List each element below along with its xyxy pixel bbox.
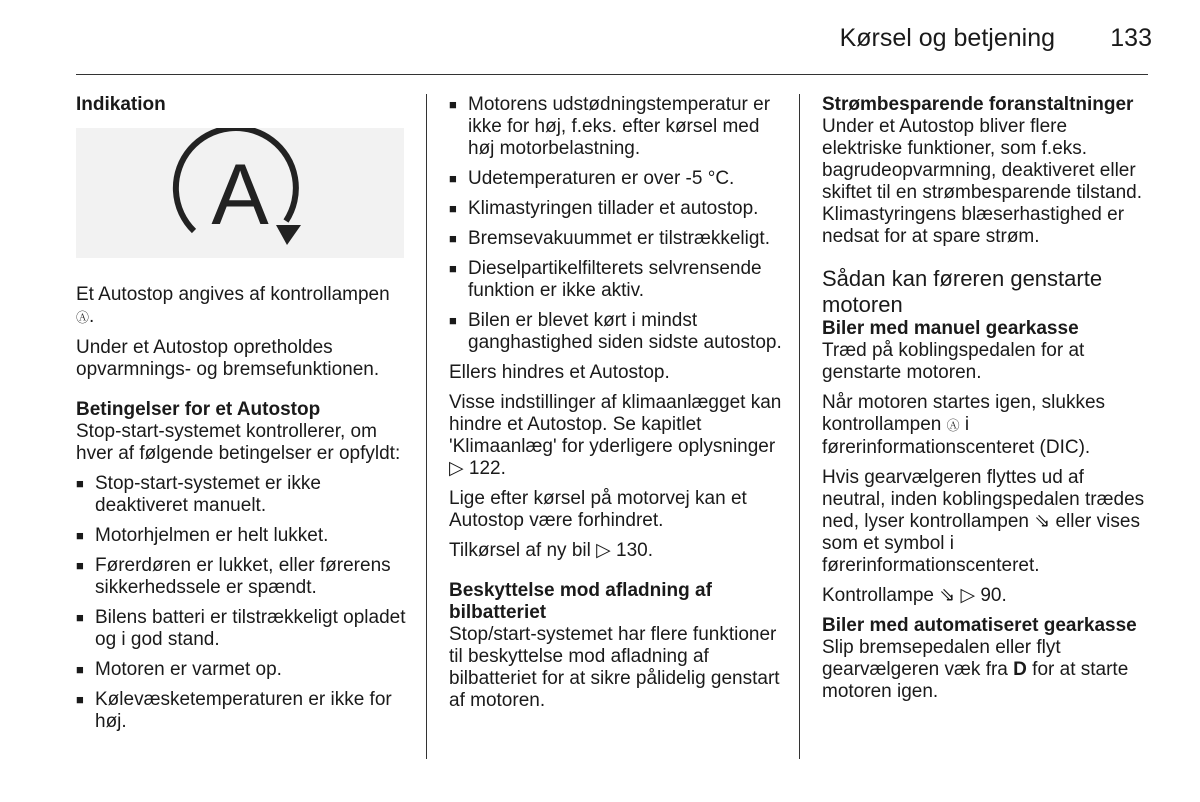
list-item: ■ Førerdøren er lukket, eller førerens sikkerhedssele er spændt. (76, 555, 412, 599)
page-number: 133 (1110, 24, 1152, 52)
control-lamp-reference: Kontrollampe ⇘ ▷ 90. (822, 585, 1007, 606)
autostop-illustration (76, 128, 404, 258)
conditions-intro: Stop-start-systemet kontrollerer, om hver af følgende betingelser er opfyldt: (76, 421, 401, 464)
column-divider-1 (426, 94, 427, 759)
list-item: ■ Dieselpartikelfilterets selvrensende funktion er ikke aktiv. (449, 258, 787, 302)
autostop-lamp-icon: Ⓐ (946, 418, 960, 433)
autostop-icon (76, 128, 404, 258)
shift-lamp-icon: ⇘ (939, 585, 956, 606)
page-reference-link[interactable]: ▷ 130. (596, 540, 653, 561)
page-header-title: Kørsel og betjening (839, 24, 1055, 52)
list-item: ■ Kølevæsketemperaturen er ikke for høj. (76, 689, 412, 733)
battery-protection-paragraph: Stop/start-systemet har flere funktioner til beskyttelse mod afladning af bilbatteriet for at sikre pålidelig genstart af motoren. (449, 624, 780, 711)
list-item: ■ Bilens batteri er tilstrækkeligt opladet og i god stand. (76, 607, 412, 651)
list-item: ■ Bremsevakuummet er tilstrækkeligt. (449, 228, 787, 250)
power-saving-heading: Strømbesparende foranstaltninger (822, 94, 1134, 115)
conditions-heading: Betingelser for et Autostop (76, 399, 321, 420)
page-reference-link[interactable]: ▷ 122. (449, 458, 506, 479)
shift-lamp-icon: ⇘ (1034, 511, 1051, 532)
motorway-paragraph: Lige efter kørsel på motorvej kan et Autostop være forhindret. (449, 488, 747, 531)
manual-restart-paragraph: Træd på koblingspedalen for at genstarte motoren. (822, 340, 1085, 383)
list-item: ■ Bilen er blevet kørt i mindst ganghastighed siden sidste autostop. (449, 310, 787, 354)
climate-paragraph: Visse indstillinger af klimaanlægget kan hindre et Autostop. Se kapitlet 'Klimaanlæg' for yderligere oplysninger ▷ 122. (449, 392, 782, 479)
autostop-heating-paragraph: Under et Autostop opretholdes opvarmnings- og bremsefunktionen. (76, 337, 380, 380)
conditions-list (76, 473, 412, 733)
list-item: ■ Motorhjelmen er helt lukket. (76, 525, 412, 547)
restart-heading: Sådan kan føreren genstarte motoren (822, 266, 1103, 317)
column-3 (822, 94, 1150, 711)
list-item: ■ Motoren er varmet op. (76, 659, 412, 681)
list-item: ■ Stop-start-systemet er ikke deaktiveret manuelt. (76, 473, 412, 517)
autostop-indication-paragraph: Et Autostop angives af kontrollampen Ⓐ. (76, 284, 390, 327)
break-in-paragraph: Tilkørsel af ny bil ▷ 130. (449, 540, 653, 561)
gear-lever-paragraph: Hvis gearvælgeren flyttes ud af neutral, inden koblingspedalen trædes ned, lyser kontrollampen ⇘ eller vises som et symbol i førerinformationscenteret. (822, 467, 1145, 576)
list-item: ■ Udetemperaturen er over -5 °C. (449, 168, 787, 190)
otherwise-paragraph: Ellers hindres et Autostop. (449, 362, 670, 383)
list-item: ■ Motorens udstødningstemperatur er ikke for høj, f.eks. efter kørsel med høj motorbelastning. (449, 94, 787, 160)
autostop-lamp-icon: Ⓐ (76, 310, 90, 325)
automated-restart-paragraph: Slip bremsepedalen eller flyt gearvælgeren væk fra D for at starte motoren igen. (822, 637, 1129, 702)
conditions-list-continued (449, 94, 787, 354)
lamp-off-paragraph: Når motoren startes igen, slukkes kontrollampen Ⓐ i førerinformationscenteret (DIC). (822, 392, 1106, 458)
column-2 (449, 94, 787, 720)
automated-gearbox-heading: Biler med automatiseret gearkasse (822, 615, 1137, 636)
column-divider-2 (799, 94, 800, 759)
column-1 (76, 94, 412, 741)
manual-gearbox-heading: Biler med manuel gearkasse (822, 318, 1079, 339)
page-reference-link[interactable]: ▷ 90. (960, 585, 1007, 606)
power-saving-paragraph: Under et Autostop bliver flere elektriske funktioner, som f.eks. bagrudeopvarmning, deaktiveret eller skiftet til en strømbesparende tilstand. Klimastyringens blæserhastighed er nedsat for at spare strøm. (822, 116, 1142, 247)
drive-position-label: D (1013, 659, 1027, 680)
list-item: ■ Klimastyringen tillader et autostop. (449, 198, 787, 220)
svg-text:A: A (211, 147, 269, 243)
header-divider (76, 74, 1148, 75)
battery-protection-heading: Beskyttelse mod afladning af bilbatteriet (449, 580, 712, 623)
indication-heading: Indikation (76, 94, 166, 115)
